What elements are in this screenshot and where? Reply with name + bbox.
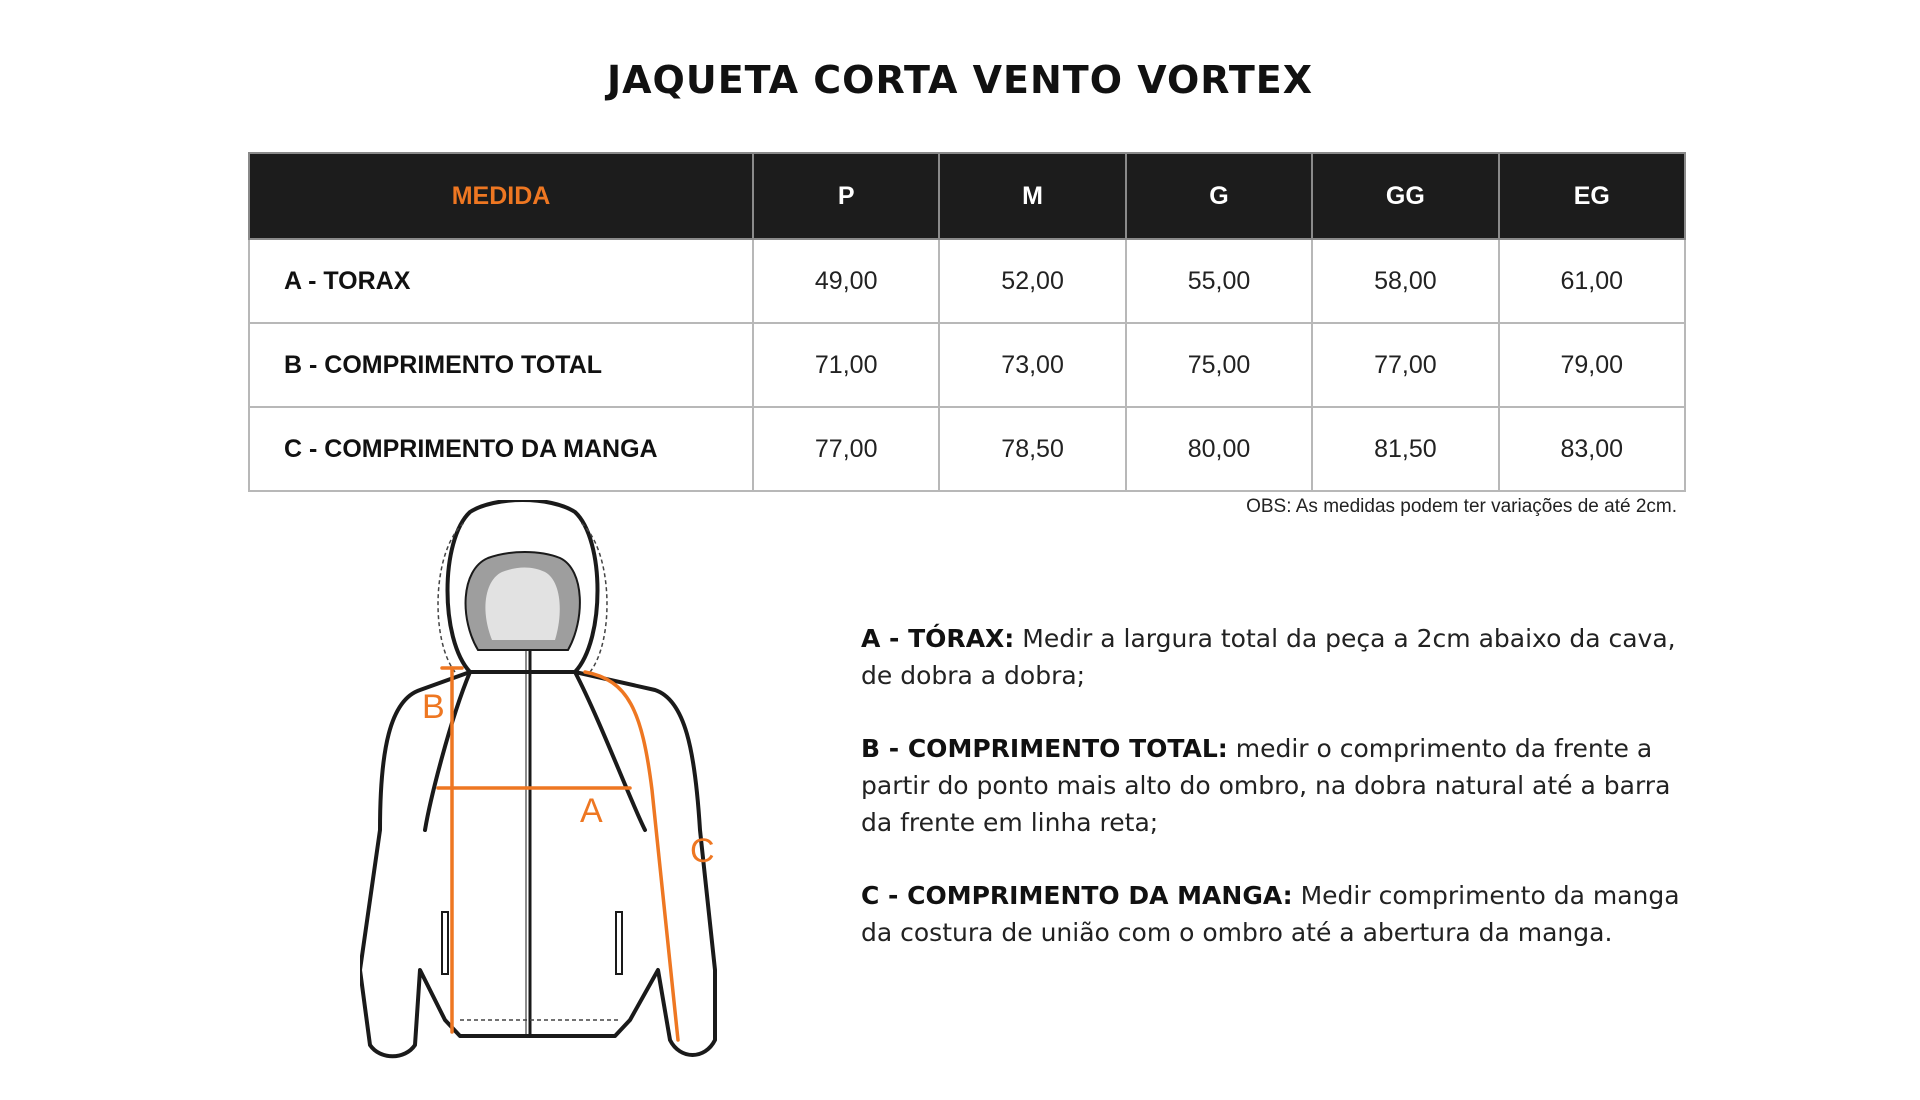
row-label: C - COMPRIMENTO DA MANGA — [249, 407, 753, 491]
table-cell: 77,00 — [1312, 323, 1498, 407]
instruction-a — [861, 620, 1681, 694]
table-cell: 78,50 — [939, 407, 1125, 491]
table-cell: 77,00 — [753, 407, 939, 491]
column-header-size: M — [939, 153, 1125, 239]
table-cell: 55,00 — [1126, 239, 1312, 323]
instruction-term: C - COMPRIMENTO DA MANGA: — [861, 881, 1293, 910]
label-a: A — [580, 792, 603, 830]
jacket-body-outline — [360, 672, 715, 1056]
left-pocket — [442, 912, 448, 974]
table-cell: 75,00 — [1126, 323, 1312, 407]
table-cell: 52,00 — [939, 239, 1125, 323]
table-cell: 81,50 — [1312, 407, 1498, 491]
table-cell: 58,00 — [1312, 239, 1498, 323]
table-row — [249, 323, 1685, 407]
table-cell: 83,00 — [1499, 407, 1685, 491]
label-c: C — [690, 832, 715, 870]
instruction-c — [861, 877, 1681, 951]
row-label: B - COMPRIMENTO TOTAL — [249, 323, 753, 407]
size-table — [248, 152, 1686, 492]
table-row — [249, 239, 1685, 323]
table-cell: 80,00 — [1126, 407, 1312, 491]
jacket-diagram — [360, 500, 740, 1070]
table-cell: 49,00 — [753, 239, 939, 323]
instruction-text: Medir comprimento da manga da costura de união com o ombro até a abertura da manga. — [861, 881, 1680, 947]
instruction-b — [861, 730, 1681, 841]
column-header-size: GG — [1312, 153, 1498, 239]
right-pocket — [616, 912, 622, 974]
table-cell: 61,00 — [1499, 239, 1685, 323]
row-label: A - TORAX — [249, 239, 753, 323]
column-header-size: G — [1126, 153, 1312, 239]
page-title: JAQUETA CORTA VENTO VORTEX — [606, 58, 1314, 102]
table-cell: 79,00 — [1499, 323, 1685, 407]
instruction-term: A - TÓRAX: — [861, 624, 1015, 653]
column-header-size: P — [753, 153, 939, 239]
column-header-size: EG — [1499, 153, 1685, 239]
table-row — [249, 407, 1685, 491]
table-cell: 71,00 — [753, 323, 939, 407]
instruction-text: Medir a largura total da peça a 2cm abaixo da cava, de dobra a dobra; — [861, 624, 1676, 690]
column-header-measure: MEDIDA — [249, 153, 753, 239]
instruction-term: B - COMPRIMENTO TOTAL: — [861, 734, 1228, 763]
instruction-text: medir o comprimento da frente a partir do ponto mais alto do ombro, na dobra natural até a barra da frente em linha reta; — [861, 734, 1671, 837]
measurement-note: OBS: As medidas podem ter variações de até 2cm. — [1246, 496, 1677, 517]
label-b: B — [422, 688, 445, 726]
table-cell: 73,00 — [939, 323, 1125, 407]
measurement-instructions — [861, 620, 1681, 987]
table-header-row — [249, 153, 1685, 239]
